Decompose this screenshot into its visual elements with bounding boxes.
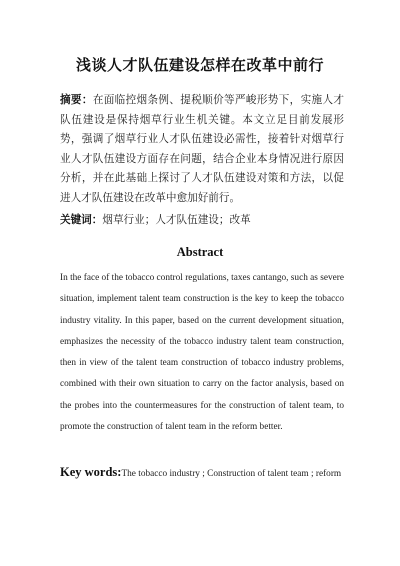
chinese-keywords-text: 烟草行业；人才队伍建设；改革 bbox=[102, 214, 251, 226]
english-keywords bbox=[60, 461, 344, 485]
chinese-keywords-label: 关键词： bbox=[60, 214, 103, 226]
english-abstract-heading: Abstract bbox=[176, 245, 224, 259]
english-keywords-text: The tobacco industry ; Construction of talent team ; reform bbox=[121, 469, 342, 479]
english-abstract-text: In the face of the tobacco control regulations, taxes cantango, such as severe situation, implement talent team construction is the key to keep the tobacco industry vitality. In this paper, based on the current development situation, emphasizes the necessity of the tobacco industry talent team construction, then in view of the talent team construction of tobacco industry problems, combined with their own situation to carry on the factor analysis, based on the probes into the countermeasures for the construction of talent team, to promote the construction of talent team in the reform better. bbox=[60, 273, 344, 433]
paper-title: 浅谈人才队伍建设怎样在改革中前行 bbox=[75, 56, 324, 74]
chinese-abstract-text: 在面临控烟条例、提税顺价等严峻形势下，实施人才队伍建设是保持烟草行业生机关键。本文立足目前发展形势，强调了烟草行业人才队伍建设必需性，接着针对烟草行业人才队伍建设方面存在问题，结合企业本身情况进行原因分析，并在此基础上探讨了人才队伍建设对策和方法，以促进人才队伍建设在改革中愈加好前行。 bbox=[60, 94, 345, 204]
chinese-keywords bbox=[60, 211, 344, 230]
chinese-abstract-label: 摘要： bbox=[60, 94, 93, 106]
chinese-abstract bbox=[60, 91, 344, 208]
english-keywords-label: Key words: bbox=[60, 465, 122, 479]
